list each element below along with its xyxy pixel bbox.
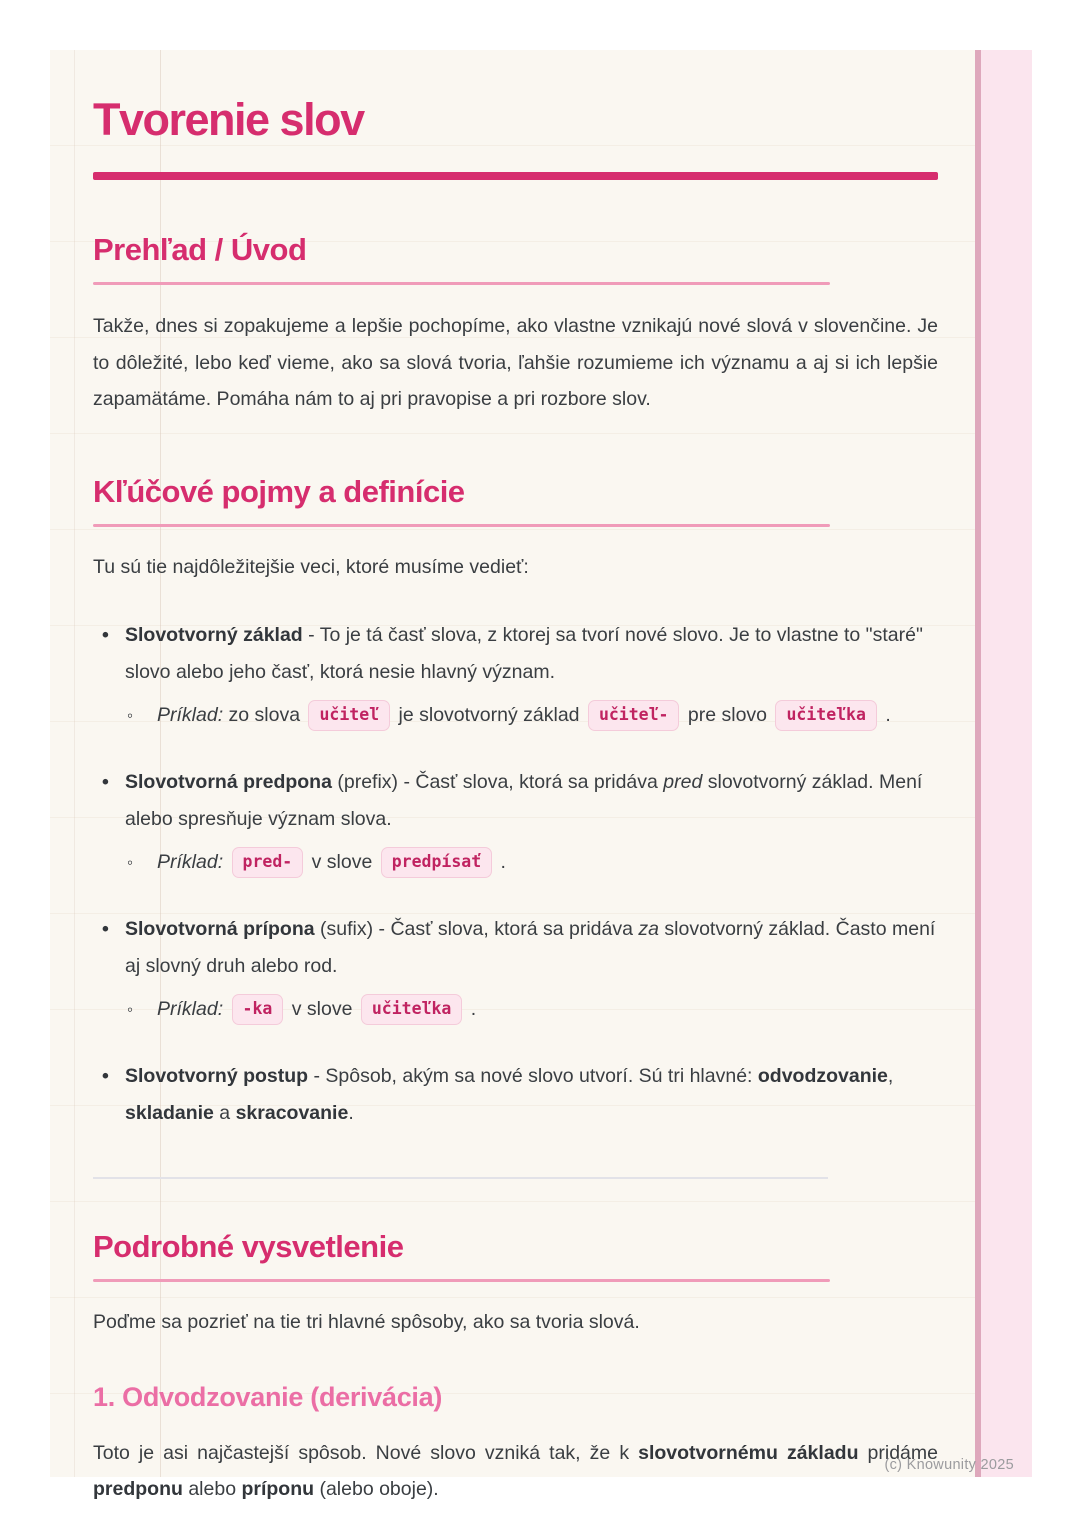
- overview-heading: Prehľad / Úvod: [93, 232, 307, 267]
- example-text: je slovotvorný základ: [393, 704, 585, 726]
- concept-desc: (sufix) - Časť slova, ktorá sa pridáva: [314, 918, 639, 940]
- document-page: [50, 50, 1032, 1500]
- concept-desc: slovotvorný základ. Mení alebo spresňuje význam slova.: [125, 771, 923, 830]
- code-chip: -ka: [232, 994, 284, 1025]
- paragraph-text: (alebo oboje).: [314, 1478, 439, 1500]
- concept-emphasis: za: [638, 918, 659, 940]
- concept-list: [93, 617, 938, 1131]
- title-rule: [93, 172, 938, 180]
- paragraph-text: Toto je asi najčastejší spôsob. Nové slovo vzniká tak, že k: [93, 1441, 639, 1464]
- concept-item-pripona: [93, 911, 938, 1029]
- concept-desc: - Spôsob, akým sa nové slovo utvorí. Sú tri hlavné:: [308, 1065, 758, 1087]
- example-text: zo slova: [223, 704, 306, 726]
- paragraph-bold-word: príponu: [241, 1478, 315, 1500]
- paragraph-bold-word: slovotvornému základu: [638, 1441, 859, 1464]
- section-detail: [93, 1229, 938, 1508]
- heading-rule: [93, 282, 830, 285]
- page-title: Tvorenie slov: [93, 94, 364, 145]
- heading-rule: [93, 1279, 830, 1282]
- code-chip: učiteľka: [361, 994, 462, 1025]
- concept-item-postup: [93, 1058, 938, 1131]
- code-chip: pred-: [232, 847, 304, 878]
- paragraph-text: alebo: [182, 1478, 242, 1500]
- paragraph-bold-word: predponu: [93, 1478, 183, 1500]
- example-text: .: [495, 851, 506, 873]
- code-chip: učiteľ: [308, 700, 390, 731]
- concept-item-predpona: [93, 764, 938, 882]
- example-label: Príklad:: [157, 998, 224, 1020]
- example-text: v slove: [286, 998, 358, 1020]
- example-label: Príklad:: [157, 704, 224, 726]
- concept-term: Slovotvorný základ: [125, 624, 303, 646]
- example-text: pre slovo: [682, 704, 773, 726]
- concept-desc: ,: [887, 1065, 894, 1087]
- concept-term: Slovotvorná prípona: [125, 918, 315, 940]
- concept-desc: (prefix) - Časť slova, ktorá sa pridáva: [331, 771, 664, 793]
- concept-item-zaklad: [93, 617, 938, 735]
- concept-example: [125, 842, 938, 882]
- example-text: .: [879, 704, 891, 726]
- code-chip: predpísať: [381, 847, 492, 878]
- detail-heading: Podrobné vysvetlenie: [93, 1229, 404, 1264]
- derivation-paragraph: [93, 1435, 938, 1508]
- code-chip: učiteľ-: [588, 700, 680, 731]
- example-text: .: [465, 998, 477, 1020]
- concept-term: Slovotvorná predpona: [125, 771, 332, 793]
- document-content: [50, 94, 1032, 1508]
- concept-term: Slovotvorný postup: [125, 1065, 309, 1087]
- concept-desc: .: [348, 1101, 354, 1124]
- section-divider: [93, 1177, 828, 1179]
- heading-rule: [93, 524, 830, 527]
- concept-bold-word: odvodzovanie: [757, 1065, 888, 1087]
- example-label: Príklad:: [157, 851, 224, 873]
- section-overview: [93, 232, 938, 418]
- concept-bold-word: skladanie: [125, 1101, 214, 1124]
- concept-emphasis: pred: [663, 771, 703, 793]
- concept-desc: slovotvorný základ. Často mení aj slovný druh alebo rod.: [125, 918, 936, 977]
- concept-example: [125, 989, 938, 1029]
- detail-intro: Poďme sa pozrieť na tie tri hlavné spôsoby, ako sa tvoria slová.: [93, 1311, 640, 1333]
- example-text: v slove: [306, 851, 378, 873]
- derivation-heading: 1. Odvodzovanie (derivácia): [93, 1381, 443, 1412]
- example-text: [223, 851, 228, 873]
- concept-bold-word: skracovanie: [235, 1101, 349, 1124]
- overview-paragraph: Takže, dnes si zopakujeme a lepšie pochopíme, ako vlastne vznikajú nové slová v slovenčine. Je to dôležité, lebo keď vieme, ako sa slová tvoria, ľahšie rozumieme ich významu a aj si ich lepšie zapamätáme. Pomáha nám to aj pri pravopise a pri rozbore slov.: [93, 315, 938, 410]
- concept-example: [125, 695, 938, 735]
- paragraph-text: pridáme: [858, 1441, 938, 1464]
- footer-copyright: (c) Knowunity 2025: [884, 1457, 1014, 1473]
- example-text: [223, 998, 228, 1020]
- concept-desc: - To je tá časť slova, z ktorej sa tvorí nové slovo. Je to vlastne to "staré" slovo alebo jeho časť, ktorá nesie hlavný význam.: [125, 624, 923, 683]
- concept-desc: a: [213, 1101, 236, 1124]
- key-concepts-intro: Tu sú tie najdôležitejšie veci, ktoré musíme vedieť:: [93, 555, 529, 578]
- code-chip: učiteľka: [775, 700, 876, 731]
- section-key-concepts: [93, 474, 938, 1132]
- key-concepts-heading: Kľúčové pojmy a definície: [93, 473, 465, 509]
